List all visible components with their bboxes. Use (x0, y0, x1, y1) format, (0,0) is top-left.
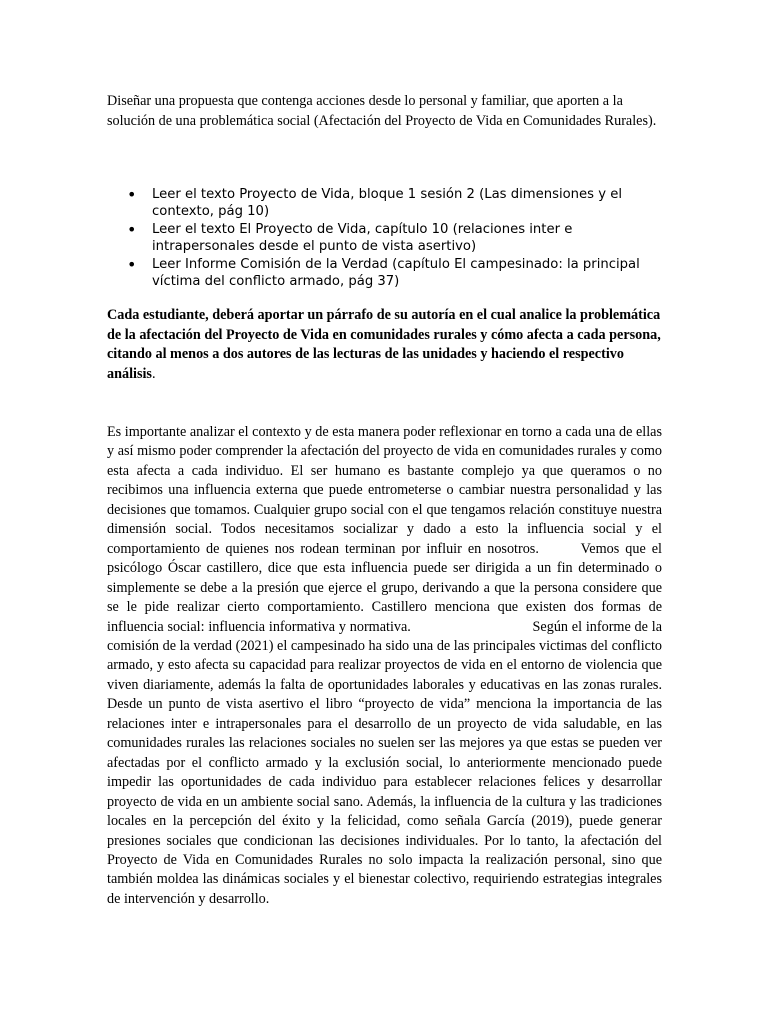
list-item (107, 186, 662, 221)
task-end-text: . (151, 365, 156, 382)
list-item (107, 221, 662, 256)
intro-paragraph: Diseñar una propuesta que contenga acciones desde lo personal y familiar, que aporten a la solución de una problemática social (Afectación del Proyecto de Vida en Comunidades Rurales). (107, 93, 657, 129)
analysis-text: Es importante analizar el contexto y de esta manera poder reflexionar en torno a cada una de ellas y así mismo poder comprender la afectación del proyecto de vida en comunidades rurales y como esta afecta a cada individuo. El ser humano es bastante complejo ya que queramos o no recibimos una influencia externa que puede entrometerse o cambiar nuestra personalidad y las decisiones que tomamos. Cualquier grupo social con el que tengamos relación constituye nuestra dimensión social. Todos necesitamos socializar y dado a esto la influencia social y el comportamiento de quienes nos rodean terminan por influir en nosotros. Vemos que el psicólogo Óscar castillero, dice que esta influencia puede ser dirigida a un fin determinado o simplemente se debe a la presión que ejerce el grupo, derivando a que la persona considere que se le pide realizar cierto comportamiento. Castillero menciona que existen dos formas de influencia social: influencia informativa y normativa. Según el informe de la comisión de la verdad (2021) el campesinado ha sido una de las principales victimas del conflicto armado, y esto afecta su capacidad para realizar proyectos de vida en el entorno de violencia que viven diariamente, además la falta de oportunidades laborales y educativas en las zonas rurales. Desde un punto de vista asertivo el libro “proyecto de vida” menciona la importancia de las relaciones inter e intrapersonales para el desarrollo de un proyecto de vida saludable, en las comunidades rurales las relaciones sociales no suelen ser las mejores ya que estas se pueden ver afectadas por el conflicto armado y la exclusión social, lo anteriormente mencionado puede impedir las oportunidades de cada individuo para establecer relaciones felices y desarrollar proyecto de vida en un ambiente social sano. Además, la influencia de la cultura y las tradiciones locales en la percepción del éxito y la felicidad, como señala García (2019), puede generar presiones sociales que condicionan las decisiones individuales. Por lo tanto, la afectación del Proyecto de Vida en Comunidades Rurales no solo impacta la realización personal, sino que también moldea las dinámicas sociales y el bienestar colectivo, requiriendo estrategias integrales de intervención y desarrollo. (107, 424, 666, 907)
list-item-text: Leer Informe Comisión de la Verdad (capítulo El campesinado: la principal víctima del conflicto armado, pág 37) (152, 256, 640, 290)
task-instructions (107, 306, 662, 384)
analysis-paragraph (107, 423, 666, 909)
readings-list (107, 186, 662, 290)
bullet-icon: • (127, 219, 137, 239)
list-item-text: Leer el texto Proyecto de Vida, bloque 1 sesión 2 (Las dimensiones y el contexto, pág 10) (152, 187, 622, 220)
list-item (107, 256, 662, 291)
list-item-text: Leer el texto El Proyecto de Vida, capítulo 10 (relaciones inter e intrapersonales desde el punto de vista asertivo) (152, 221, 573, 255)
bullet-icon: • (127, 185, 137, 204)
task-bold-text: Cada estudiante, deberá aportar un párrafo de su autoría en el cual analice la problemática de la afectación del Proyecto de Vida en comunidades rurales y cómo afecta a cada persona, citando al menos a dos autores de las lecturas de las unidades y haciendo el respectivo análisis (107, 307, 661, 382)
bullet-icon: • (127, 254, 137, 274)
